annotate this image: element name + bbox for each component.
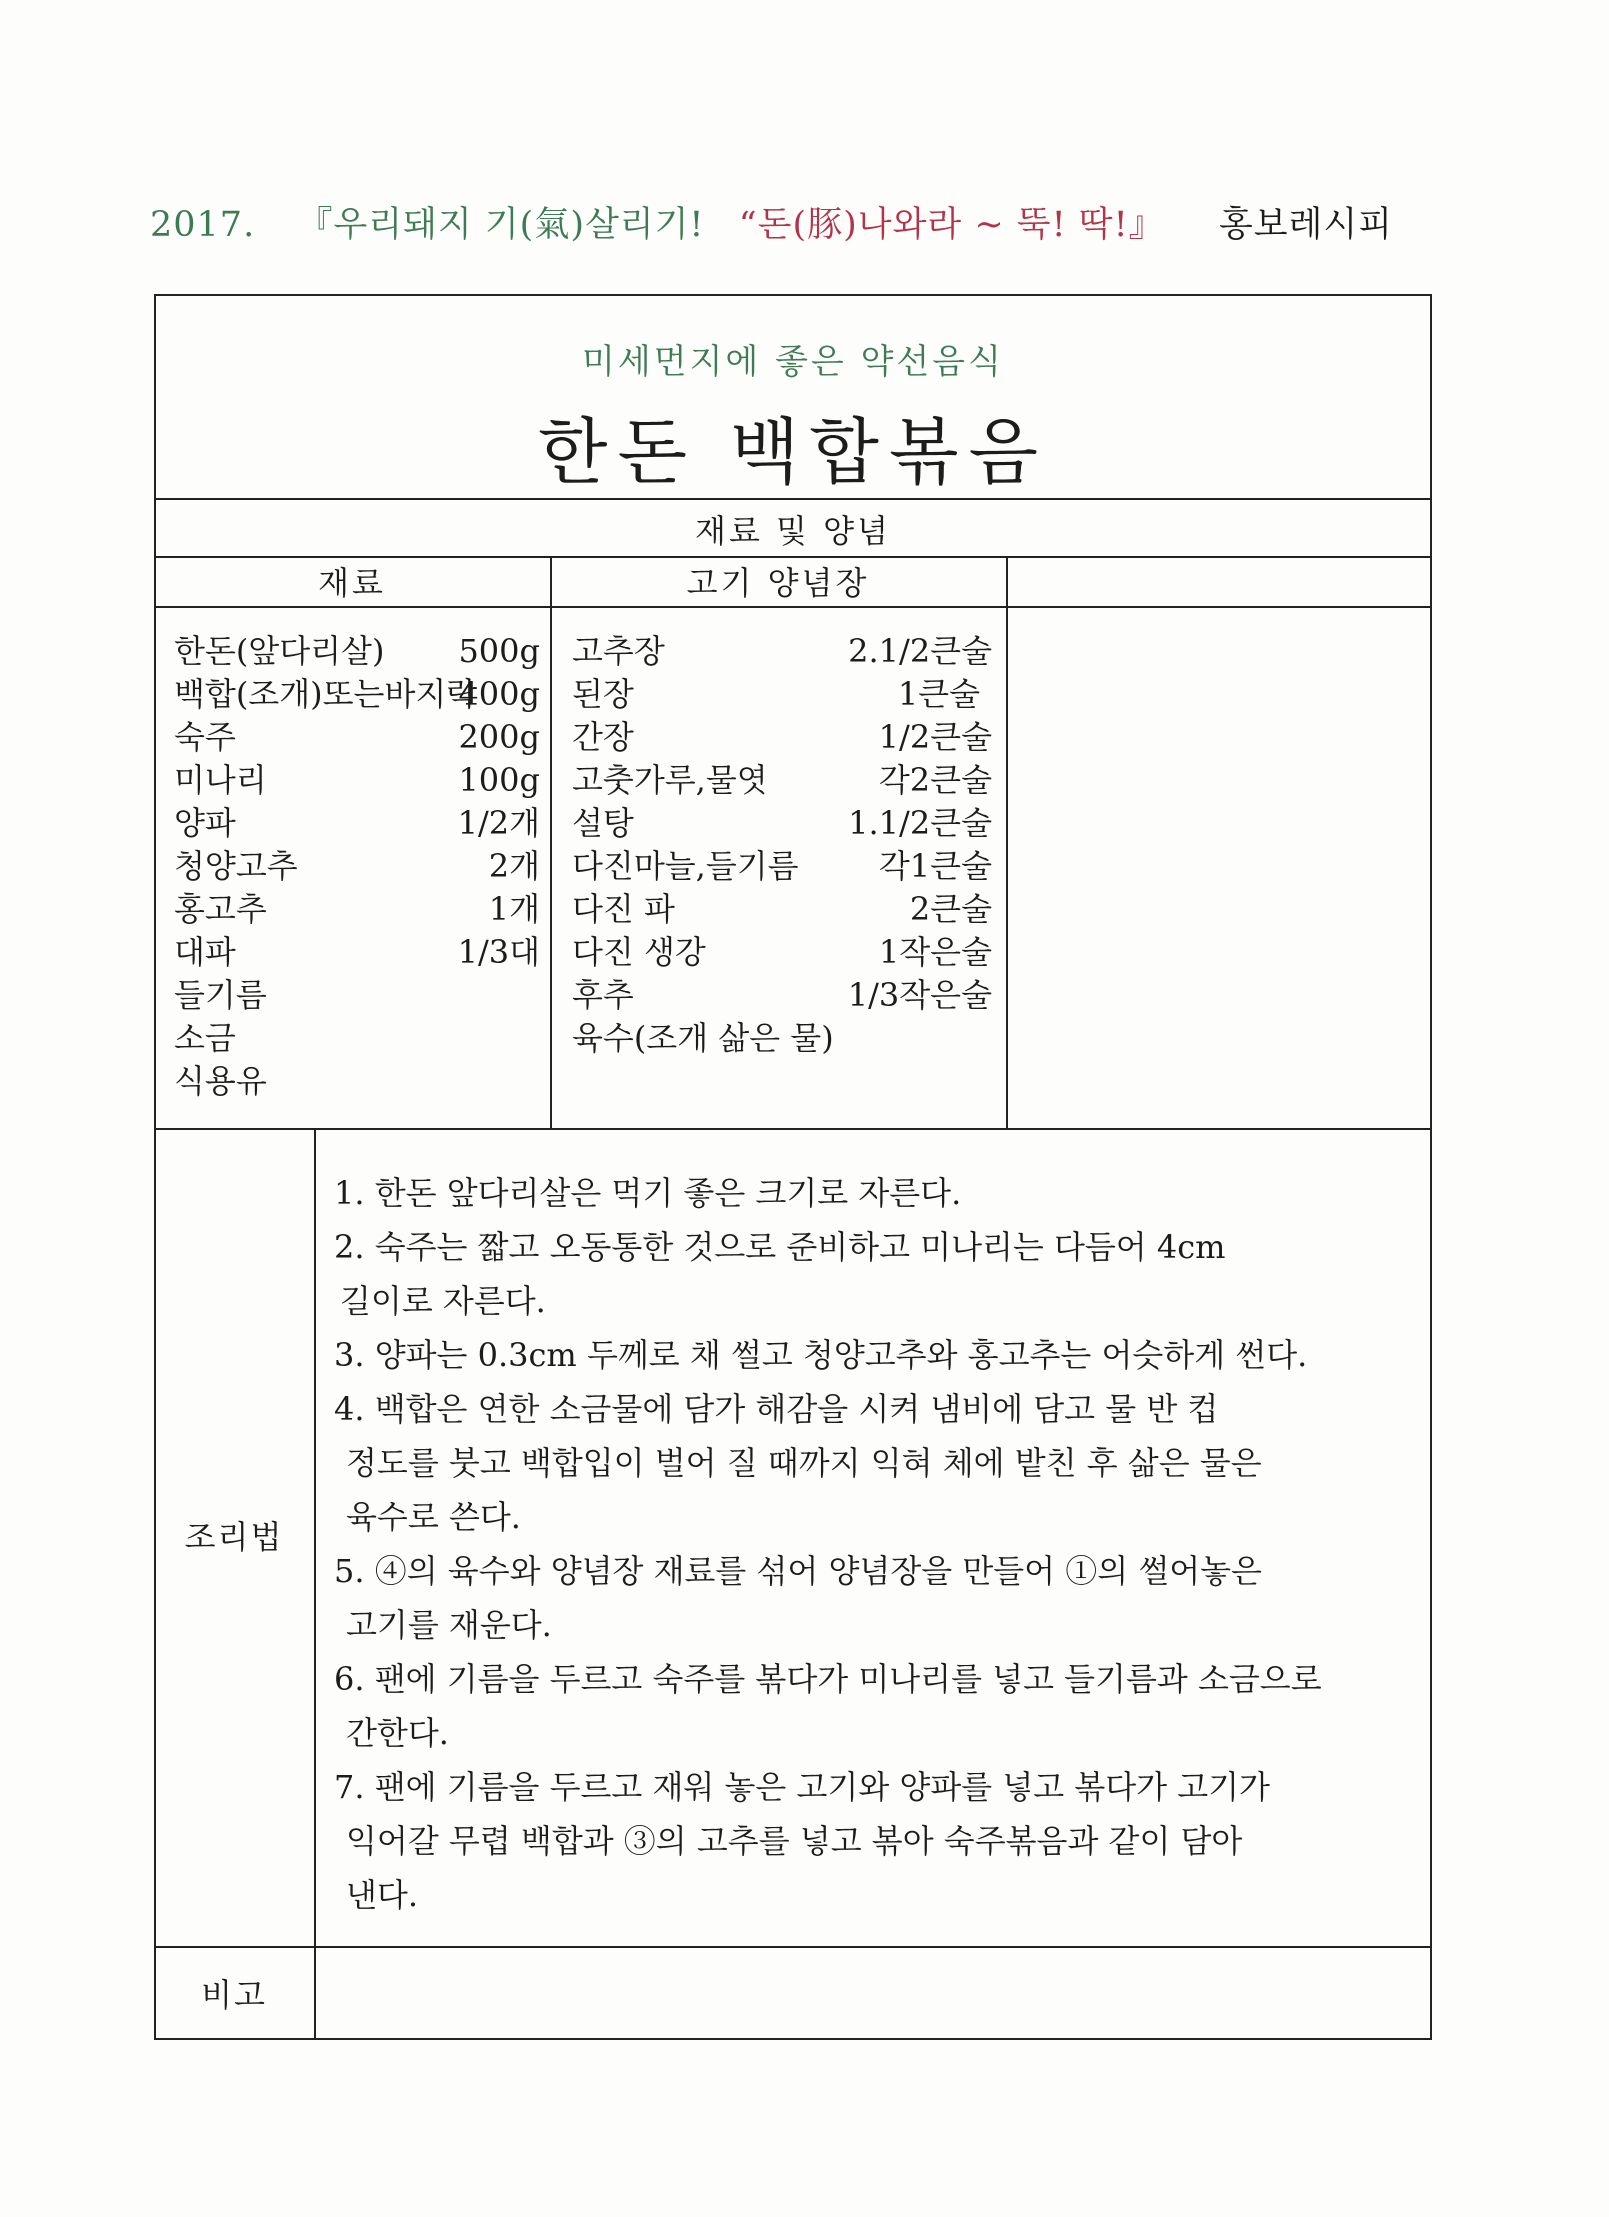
sauce-amount: 2큰술 <box>909 890 992 928</box>
ingredient-name: 청양고추 <box>174 847 298 885</box>
sauce-amount: 1큰술 <box>897 675 980 713</box>
sauce-item <box>572 845 992 888</box>
sauce-item <box>572 759 992 802</box>
divider-method <box>154 1946 1432 1948</box>
ingredient-amount: 400g <box>458 675 540 713</box>
step-line: 3. 양파는 0.3cm 두께로 채 썰고 청양고추와 홍고추는 어슷하게 썬다. <box>334 1336 1308 1374</box>
sauce-name: 설탕 <box>572 804 634 842</box>
ingredient-item <box>174 974 540 1017</box>
step-line: 5. ④의 육수와 양념장 재료를 섞어 양념장을 만들어 ①의 썰어놓은 <box>334 1552 1262 1590</box>
sauce-item <box>572 716 992 759</box>
step-line: 육수로 쓴다. <box>346 1498 521 1536</box>
section-ingredients-and-seasoning: 재료 및 양념 <box>695 512 891 550</box>
ingredient-amount: 1개 <box>488 890 540 928</box>
step-line: 정도를 붓고 백합입이 벌어 질 때까지 익혀 체에 밭친 후 삶은 물은 <box>346 1444 1262 1482</box>
divider-col-1 <box>550 556 552 1128</box>
ingredient-item <box>174 673 540 716</box>
divider-col-2 <box>1006 556 1008 1128</box>
sauce-amount: 1.1/2큰술 <box>848 804 992 842</box>
sauce-item <box>572 1017 992 1060</box>
sauce-item <box>572 888 992 931</box>
campaign-header <box>150 197 1450 247</box>
recipe-subtitle: 미세먼지에 좋은 약선음식 <box>582 342 1004 382</box>
sauce-name: 간장 <box>572 718 634 756</box>
ingredient-name: 들기름 <box>174 976 267 1014</box>
sauce-amount: 2.1/2큰술 <box>848 632 992 670</box>
sauce-name: 고추장 <box>572 632 665 670</box>
step-line: 1. 한돈 앞다리살은 먹기 좋은 크기로 자른다. <box>334 1174 962 1212</box>
step-line: 간한다. <box>346 1714 449 1752</box>
ingredient-name: 대파 <box>174 933 236 971</box>
method-label: 조리법 <box>184 1518 284 1556</box>
header-campaign-green: 『우리돼지 기(氣)살리기! <box>297 205 705 245</box>
ingredient-item <box>174 802 540 845</box>
ingredient-name: 홍고추 <box>174 890 267 928</box>
step-line: 익어갈 무렵 백합과 ③의 고추를 넣고 볶아 숙주볶음과 같이 담아 <box>346 1822 1243 1860</box>
step-line: 6. 팬에 기름을 두르고 숙주를 볶다가 미나리를 넣고 들기름과 소금으로 <box>334 1660 1322 1698</box>
ingredient-name: 한돈(앞다리살) <box>174 632 385 670</box>
divider-title <box>154 498 1432 500</box>
ingredient-item <box>174 845 540 888</box>
border-top <box>154 294 1432 296</box>
sauce-list <box>572 630 992 1060</box>
column-header-meat-sauce: 고기 양념장 <box>686 564 870 602</box>
ingredient-name: 백합(조개)또는바지락 <box>174 675 478 713</box>
sauce-name: 후추 <box>572 976 634 1014</box>
sauce-name: 육수(조개 삶은 물) <box>572 1019 834 1057</box>
ingredient-item <box>174 630 540 673</box>
column-header-ingredients: 재료 <box>318 564 386 602</box>
sauce-item <box>572 974 992 1017</box>
step-line: 고기를 재운다. <box>346 1606 552 1644</box>
ingredient-item <box>174 759 540 802</box>
sauce-item <box>572 673 992 716</box>
ingredient-item <box>174 1060 540 1103</box>
sauce-name: 다진 생강 <box>572 933 706 971</box>
ingredient-amount: 2개 <box>488 847 540 885</box>
ingredient-amount: 500g <box>458 632 540 670</box>
ingredient-name: 식용유 <box>174 1062 267 1100</box>
sauce-name: 다진마늘,들기름 <box>572 847 799 885</box>
header-year: 2017. <box>150 205 256 245</box>
ingredient-amount: 1/2개 <box>457 804 540 842</box>
ingredient-name: 숙주 <box>174 718 236 756</box>
recipe-sheet <box>154 294 1432 2040</box>
ingredient-amount: 1/3대 <box>457 933 540 971</box>
border-bottom <box>154 2038 1432 2040</box>
sauce-amount: 1/3작은술 <box>847 976 992 1014</box>
step-line: 낸다. <box>346 1876 418 1914</box>
divider-column-header <box>154 606 1432 608</box>
sauce-item <box>572 931 992 974</box>
sauce-item <box>572 802 992 845</box>
sauce-name: 다진 파 <box>572 890 675 928</box>
ingredient-amount: 100g <box>458 761 540 799</box>
step-line: 4. 백합은 연한 소금물에 담가 해감을 시켜 냄비에 담고 물 반 컵 <box>334 1390 1219 1428</box>
divider-label-column <box>314 1128 316 2038</box>
sauce-amount: 각1큰술 <box>878 847 992 885</box>
ingredient-item <box>174 1017 540 1060</box>
remarks-label: 비고 <box>201 1976 267 2014</box>
recipe-title: 한돈 백합볶음 <box>537 410 1049 494</box>
ingredient-name: 소금 <box>174 1019 236 1057</box>
ingredient-item <box>174 716 540 759</box>
ingredient-item <box>174 888 540 931</box>
ingredient-list <box>174 630 540 1103</box>
ingredient-name: 미나리 <box>174 761 267 799</box>
step-line: 길이로 자른다. <box>340 1282 546 1320</box>
header-label: 홍보레시피 <box>1218 205 1393 245</box>
header-campaign-red: “돈(豚)나와라 ~ 뚝! 딱!』 <box>738 205 1165 245</box>
sauce-amount: 각2큰술 <box>878 761 992 799</box>
sauce-name: 고춧가루,물엿 <box>572 761 768 799</box>
sauce-item <box>572 630 992 673</box>
ingredient-item <box>174 931 540 974</box>
step-line: 2. 숙주는 짧고 오동통한 것으로 준비하고 미나리는 다듬어 4cm <box>334 1228 1226 1266</box>
sauce-name: 된장 <box>572 675 634 713</box>
sauce-amount: 1/2큰술 <box>878 718 992 756</box>
method-steps <box>334 1166 1404 1922</box>
sauce-amount: 1작은술 <box>878 933 992 971</box>
step-line: 7. 팬에 기름을 두르고 재워 놓은 고기와 양파를 넣고 볶다가 고기가 <box>334 1768 1270 1806</box>
ingredient-name: 양파 <box>174 804 236 842</box>
divider-ingredients <box>154 1128 1432 1130</box>
ingredient-amount: 200g <box>458 718 540 756</box>
